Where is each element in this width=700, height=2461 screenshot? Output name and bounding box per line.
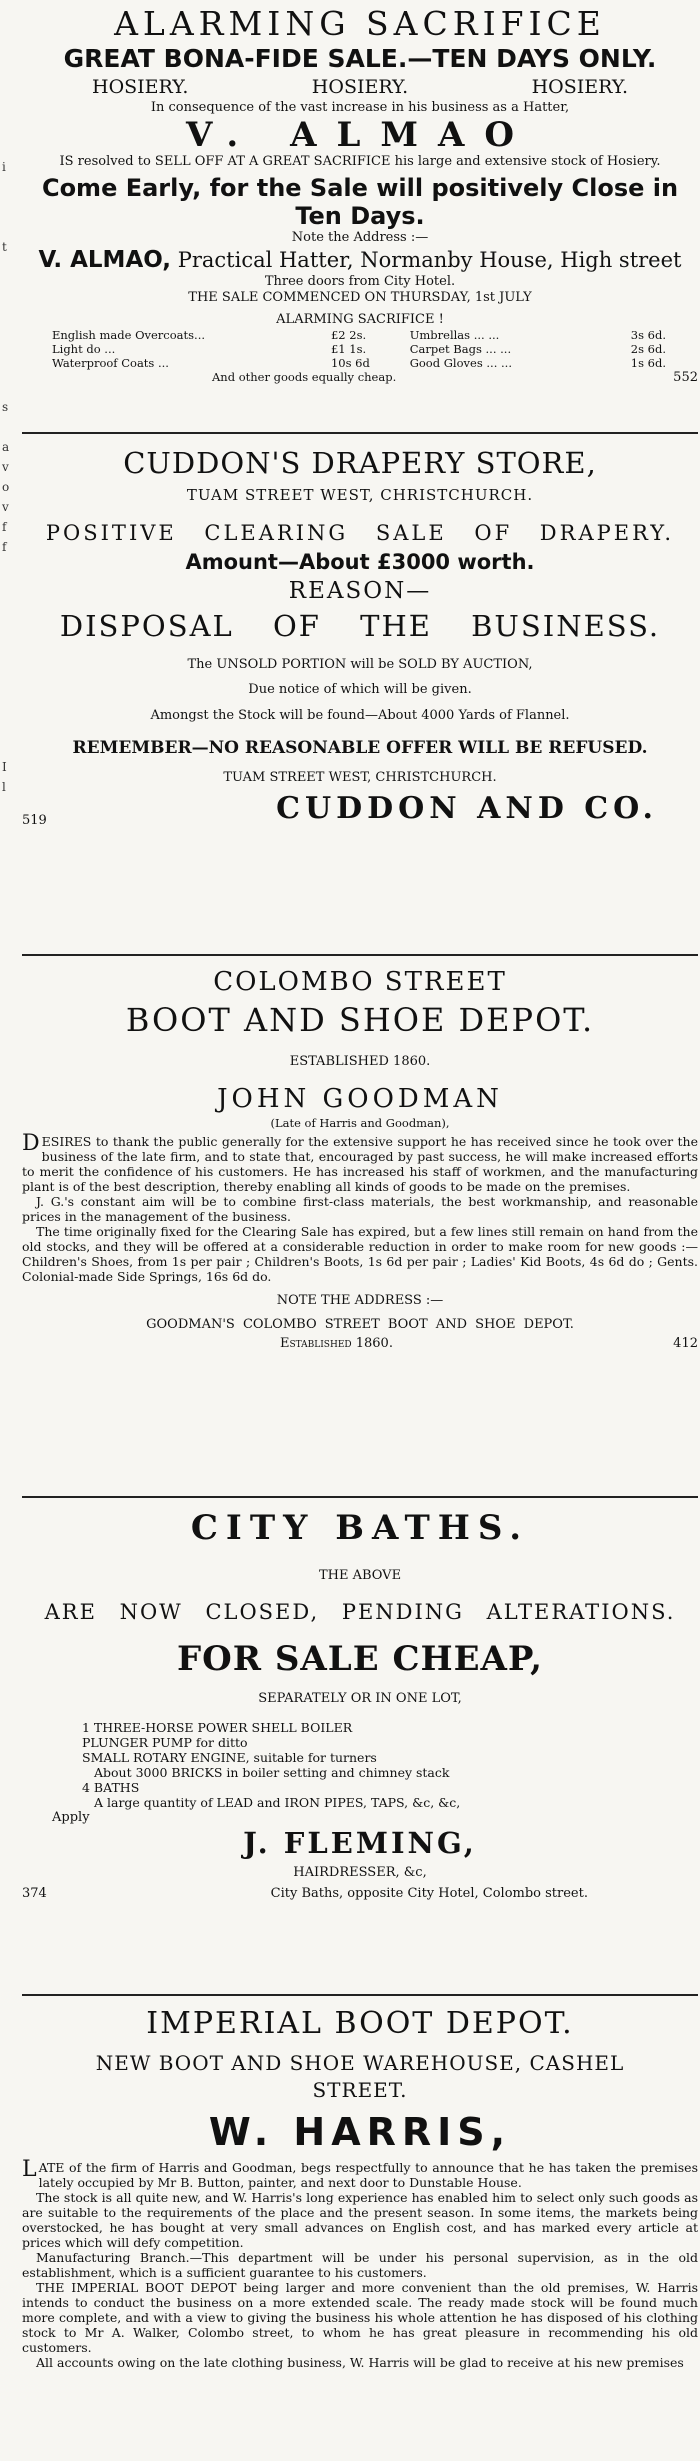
almao-footer (22, 370, 698, 385)
harris-title: IMPERIAL BOOT DEPOT. (146, 2006, 574, 2041)
gutter-char: a (2, 440, 10, 454)
price-value: £2 2s. (330, 328, 367, 342)
goodman-footer (22, 1336, 698, 1352)
cuddon-notice: Due notice of which will be given. (248, 682, 472, 697)
price-item: English made Overcoats... (52, 328, 206, 342)
cuddon-unsold: The UNSOLD PORTION will be SOLD BY AUCTION, (187, 657, 533, 672)
almao-name: V. ALMAO (185, 115, 535, 155)
almao-intro: In consequence of the vast increase in his business as a Hatter, (150, 100, 570, 115)
harris-paragraph: The stock is all quite new, and W. Harris's long experience has enabled him to select only such goods as are suitable to the requirements of the place and the present season. In some items, the markets being overstocked, he has bought at very small advances on English cost, and has marked every article at prices which will defy competition. (22, 2190, 698, 2250)
gutter-char: l (2, 780, 6, 794)
price-item: Light do ... (52, 342, 116, 356)
baths-name: J. FLEMING, (243, 1826, 477, 1860)
almao-address-name: V. ALMAO, (38, 247, 172, 273)
almao-address-rest: Practical Hatter, Normanby House, High street (177, 248, 682, 272)
gutter-char: f (2, 540, 7, 554)
baths-above: THE ABOVE (318, 1568, 402, 1583)
cuddon-ad-number: 519 (22, 813, 47, 828)
baths-sale: FOR SALE CHEAP, (177, 1639, 543, 1679)
price-value: 10s 6d (330, 356, 370, 370)
almao-doors: Three doors from City Hotel. (264, 274, 456, 289)
gutter-char: f (2, 520, 7, 534)
baths-item: 1 THREE-HORSE POWER SHELL BOILER (82, 1720, 353, 1735)
cuddon-remember: REMEMBER—NO REASONABLE OFFER WILL BE REFUSED. (72, 738, 648, 758)
cuddon-title: CUDDON'S DRAPERY STORE, (123, 446, 597, 480)
goodman-ad-number: 412 (673, 1336, 698, 1351)
cuddon-footer (22, 790, 698, 828)
goodman-paragraph: J. G.'s constant aim will be to combine first-class materials, the best workmanship, and reasonable prices in the management of the business. (22, 1194, 698, 1224)
baths-title: CITY BATHS. (190, 1508, 530, 1548)
almao-ad-number: 552 (673, 370, 698, 385)
gutter-char: s (2, 400, 9, 414)
goodman-name: JOHN GOODMAN (217, 1084, 503, 1114)
cuddon-reason: REASON— (288, 578, 432, 604)
goodman-paragraph: The time originally fixed for the Clearing Sale has expired, but a few lines still remain on hand from the old stocks, and they will be offered at a considerable reduction in order to make room for new goods :—Children's Shoes, from 1s per pair ; Children's Boots, 1s 6d per pair ; Ladies' Kid Boots, 4s 6d do ; Gents. Colonial-made Side Springs, 16s 6d do. (22, 1224, 698, 1284)
harris-paragraph: All accounts owing on the late clothing business, W. Harris will be glad to receive at his new premises (36, 2355, 684, 2370)
baths-apply: Apply (52, 1810, 90, 1825)
harris-advertisement (22, 1996, 698, 2370)
baths-trade: HAIRDRESSER, &c, (293, 1865, 427, 1880)
cuddon-positive: POSITIVE CLEARING SALE OF DRAPERY. (45, 521, 675, 545)
cuddon-company: CUDDON AND CO. (276, 791, 658, 826)
price-row (52, 328, 672, 342)
cuddon-amongst: Amongst the Stock will be found—About 4000 Yards of Flannel. (150, 708, 570, 723)
gutter-char: t (2, 240, 7, 254)
cuddon-street2: TUAM STREET WEST, CHRISTCHURCH. (223, 770, 497, 785)
almao-resolve: IS resolved to SELL OFF AT A GREAT SACRIFICE his large and extensive stock of Hosiery. (59, 154, 661, 169)
harris-sub: NEW BOOT AND SHOE WAREHOUSE, CASHEL STREET. (95, 2051, 625, 2102)
almao-note-address: Note the Address :— (291, 230, 429, 245)
gutter-char: i (2, 160, 6, 174)
baths-footer (22, 1886, 698, 1902)
hosiery-word: HOSIERY. (531, 76, 628, 98)
goodman-note: NOTE THE ADDRESS :— (276, 1293, 444, 1308)
price-value: 1s 6d. (630, 356, 666, 370)
hosiery-word: HOSIERY. (92, 76, 189, 98)
almao-sacrifice-head: ALARMING SACRIFICE ! (276, 312, 444, 327)
gutter-char: o (2, 480, 10, 494)
baths-closed: ARE NOW CLOSED, PENDING ALTERATIONS. (44, 1600, 676, 1624)
hosiery-row (22, 74, 698, 100)
newspaper-page (22, 0, 698, 2370)
price-item: Good Gloves ... ... (409, 356, 512, 370)
goodman-title2: BOOT AND SHOE DEPOT. (125, 1001, 595, 1039)
almao-come-early: Come Early, for the Sale will positively Close in Ten Days. (41, 174, 679, 230)
baths-item: 4 BATHS (82, 1780, 140, 1795)
price-value: 2s 6d. (630, 342, 666, 356)
baths-item: PLUNGER PUMP for ditto (82, 1735, 248, 1750)
gutter-char: I (2, 760, 7, 774)
almao-address-line (22, 246, 698, 274)
goodman-address: GOODMAN'S COLOMBO STREET BOOT AND SHOE DEPOT. (146, 1317, 574, 1332)
cuddon-street: TUAM STREET WEST, CHRISTCHURCH. (186, 486, 534, 504)
harris-paragraph: Manufacturing Branch.—This department will be under his personal supervision, as in the old establishment, which is a sufficient guarantee to his customers. (22, 2250, 698, 2280)
goodman-est2: Established 1860. (280, 1336, 393, 1351)
goodman-established: ESTABLISHED 1860. (289, 1054, 431, 1069)
price-row (52, 356, 672, 370)
price-value: £1 1s. (330, 342, 367, 356)
almao-subtitle: GREAT BONA-FIDE SALE.—TEN DAYS ONLY. (63, 44, 657, 73)
baths-item: A large quantity of LEAD and IRON PIPES, TAPS, &c, &c, (94, 1795, 461, 1810)
almao-price-list (52, 328, 672, 370)
price-row (52, 342, 672, 356)
price-item: Umbrellas ... ... (409, 328, 500, 342)
gutter-char: v (2, 500, 9, 514)
baths-items-list (82, 1720, 698, 1810)
price-item: Carpet Bags ... ... (409, 342, 512, 356)
cuddon-disposal: DISPOSAL OF THE BUSINESS. (59, 609, 661, 643)
harris-paragraph: THE IMPERIAL BOOT DEPOT being larger and more convenient than the old premises, W. Harris intends to conduct the business on a more extended scale. The ready made stock will be found much more complete, and with a view to giving the business his whole attention he has disposed of his clothing stock to Mr A. Walker, Colombo street, to whom he has great pleasure in recommending his old customers. (22, 2280, 698, 2355)
cuddon-amount: Amount—About £3000 worth. (185, 550, 535, 574)
baths-separately: SEPARATELY OR IN ONE LOT, (258, 1691, 462, 1706)
goodman-paragraph: DESIRES to thank the public generally for the extensive support he has received since he took over the business of the late firm, and to state that, encouraged by past success, he will make increased efforts to merit the confidence of his customers. He has increased his staff of workmen, and the manufacturing plant is of the best description, thereby enabling all kinds of goods to be made on the premises. (22, 1131, 698, 1194)
baths-item: SMALL ROTARY ENGINE, suitable for turners (82, 1750, 377, 1765)
price-value: 3s 6d. (630, 328, 666, 342)
almao-advertisement (22, 0, 698, 434)
city-baths-advertisement (22, 1498, 698, 1996)
baths-ad-number: 374 (22, 1886, 47, 1901)
baths-address: City Baths, opposite City Hotel, Colombo street. (270, 1886, 588, 1901)
almao-title: ALARMING SACRIFICE (114, 4, 606, 43)
cuddon-advertisement (22, 434, 698, 956)
goodman-late: (Late of Harris and Goodman), (270, 1116, 450, 1130)
baths-item: About 3000 BRICKS in boiler setting and chimney stack (94, 1765, 450, 1780)
harris-name: W. HARRIS, (208, 2110, 512, 2154)
price-item: Waterproof Coats ... (52, 356, 169, 370)
almao-commenced: THE SALE COMMENCED ON THURSDAY, 1st JULY (188, 290, 532, 305)
harris-paragraph: LATE of the firm of Harris and Goodman, begs respectfully to announce that he has taken the premises lately occupied by Mr B. Button, painter, and next door to Dunstable House. (22, 2157, 698, 2190)
gutter-char: v (2, 460, 9, 474)
goodman-advertisement (22, 956, 698, 1498)
goodman-title1: COLOMBO STREET (213, 967, 507, 997)
hosiery-word: HOSIERY. (311, 76, 409, 98)
almao-other-goods: And other goods equally cheap. (212, 370, 397, 384)
